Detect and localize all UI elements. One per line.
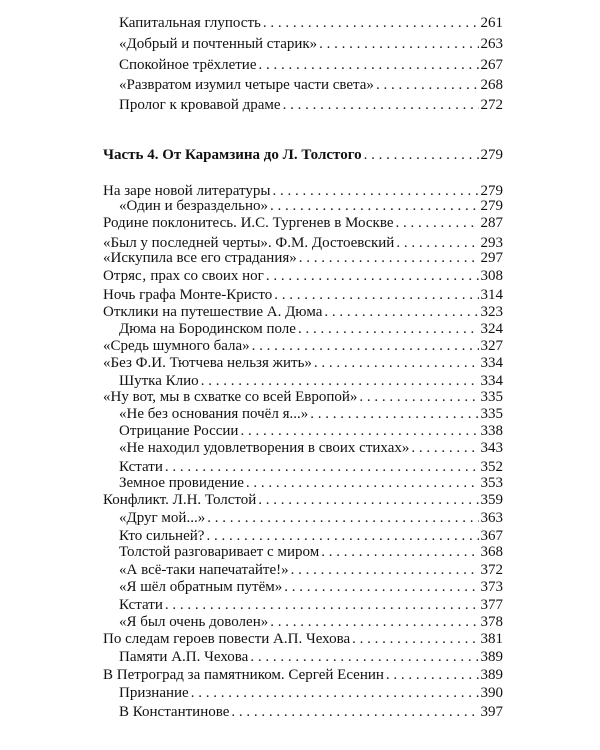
toc-entry-title: В Константинове [119,704,230,720]
toc-entry-page: 324 [480,321,503,337]
toc-entry-page: 263 [480,36,503,52]
toc-entry [119,422,503,440]
toc-entry [119,320,503,338]
toc-entry-page: 343 [480,440,503,456]
toc-entry [103,491,503,509]
part-heading [103,146,503,164]
toc-entry-page: 390 [480,685,503,701]
dot-leader [263,14,479,32]
toc-entry-title: Отклики на путешествие А. Дюма [103,304,323,320]
toc-entry [119,613,503,631]
toc-entry-page: 367 [480,528,503,544]
toc-entry [103,303,503,321]
toc-entry-title: На заре новой литературы [103,183,271,199]
toc-entry-page: 372 [480,562,503,578]
dot-leader [231,703,478,721]
toc-entry-title: Дюма на Бородинском поле [119,321,296,337]
toc-entry-page: 327 [480,338,503,354]
toc-entry-page: 378 [480,614,503,630]
toc-entry-title: «А всё-таки напечатайте!» [119,562,289,578]
toc-entry-title: Признание [119,685,189,701]
toc-entry-page: 389 [480,667,503,683]
toc-entry [119,561,503,579]
dot-leader [386,666,479,684]
toc-entry [119,439,503,457]
dot-leader [321,543,478,561]
toc-entry-title: Пролог к кровавой драме [119,97,281,113]
toc-entry [119,405,503,423]
toc-entry [119,596,503,614]
toc-entry [119,648,503,666]
dot-leader [270,613,478,631]
toc-entry-title: В Петроград за памятником. Сергей Есенин [103,667,384,683]
toc-entry-title: «Искупила все его страдания» [103,250,297,266]
toc-entry-page: 353 [480,475,503,491]
toc-entry [103,249,503,267]
toc-entry-page: 297 [480,250,503,266]
toc-entry-page: 314 [480,287,503,303]
dot-leader [283,96,479,114]
dot-leader [191,684,479,702]
toc-entry-page: 368 [480,544,503,560]
dot-leader [411,439,478,457]
toc-entry-title: «Друг мой...» [119,510,206,526]
dot-leader [246,474,479,492]
toc-entry-title: «Развратом изумил четыре части света» [119,77,374,93]
toc-entry-title: Земное провидение [119,475,244,491]
toc-entry-page: 279 [480,198,503,214]
toc-entry-page: 261 [480,15,503,31]
dot-leader [252,337,479,355]
dot-leader [258,491,478,509]
toc-entry [119,703,503,721]
dot-leader [376,76,479,94]
dot-leader [165,596,479,614]
dot-leader [274,286,478,304]
toc-entry-page: 381 [480,631,503,647]
toc-entry-page: 335 [480,406,503,422]
toc-entry-title: Кстати [119,597,163,613]
part-heading-page: 279 [480,147,503,163]
toc-entry-title: Отряс‚ прах со своих ног [103,268,264,284]
toc-entry [119,14,503,32]
toc-entry-title: Памяти А.П. Чехова [119,649,249,665]
toc-entry-title: «Без Ф.И. Тютчева нельзя жить» [103,355,312,371]
dot-leader [240,422,478,440]
dot-leader [324,303,478,321]
toc-entry-title: Спокойное трёхлетие [119,57,257,73]
toc-entry [119,197,503,215]
dot-leader [298,320,479,338]
toc-entry [119,96,503,114]
part-heading-title: Часть 4. От Карамзина до Л. Толстого [103,147,362,163]
dot-leader [359,388,478,406]
toc-entry-title: «Ну вот, мы в схватке со всей Европой» [103,389,358,405]
toc-entry-title: «Я шёл обратным путём» [119,579,283,595]
toc-entry-title: Конфликт. Л.Н. Толстой [103,492,257,508]
dot-leader [395,214,478,232]
toc-entry-page: 308 [480,268,503,284]
toc-entry-title: «Не без основания почёл я...» [119,406,309,422]
toc-entry [119,474,503,492]
toc-entry [103,337,503,355]
toc-entry [103,354,503,372]
dot-leader [250,648,478,666]
toc-entry-title: «Средь шумного бала» [103,338,250,354]
toc-entry-page: 377 [480,597,503,613]
dot-leader [266,267,479,285]
toc-entry-page: 352 [480,459,503,475]
toc-entry-page: 363 [480,510,503,526]
toc-entry-page: 279 [480,183,503,199]
toc-entry [119,76,503,94]
toc-entry [103,214,503,232]
toc-entry-page: 268 [480,77,503,93]
dot-leader [270,197,478,215]
toc-entry-title: Шутка Клио [119,373,199,389]
toc-entry-title: Родине поклонитесь. И.С. Тургенев в Москве [103,215,394,231]
toc-entry [119,543,503,561]
toc-entry-page: 323 [480,304,503,320]
toc-entry-title: «Не находил удовлетворения в своих стихах» [119,440,410,456]
toc-entry [119,56,503,74]
toc-entry-page: 267 [480,57,503,73]
toc-entry-page: 389 [480,649,503,665]
toc-entry-page: 397 [480,704,503,720]
toc-entry-page: 373 [480,579,503,595]
toc-entry-title: Кто сильней? [119,528,205,544]
toc-entry-page: 287 [480,215,503,231]
dot-leader [207,509,478,527]
toc-entry-page: 338 [480,423,503,439]
toc-entry-page: 334 [480,373,503,389]
toc-entry [103,286,503,304]
dot-leader [352,630,478,648]
toc-entry-page: 334 [480,355,503,371]
toc-entry [119,578,503,596]
toc-entry-title: «Добрый и почтенный старик» [119,36,318,52]
toc-entry-title: Ночь графа Монте-Кристо [103,287,273,303]
toc-entry-title: «Был у последней черты». Ф.М. Достоевский [103,235,395,251]
toc-entry-page: 335 [480,389,503,405]
toc-entry-title: Кстати [119,459,163,475]
toc-entry [103,666,503,684]
dot-leader [314,354,479,372]
toc-entry-page: 359 [480,492,503,508]
dot-leader [310,405,478,423]
dot-leader [299,249,479,267]
toc-entry-title: По следам героев повести А.П. Чехова [103,631,351,647]
dot-leader [319,35,478,53]
toc-entry [103,388,503,406]
dot-leader [291,561,479,579]
toc-entry-title: Отрицание России [119,423,239,439]
dot-leader [364,146,479,164]
toc-entry [103,630,503,648]
toc-entry-title: «Я был очень доволен» [119,614,269,630]
dot-leader [258,56,478,74]
toc-entry-page: 272 [480,97,503,113]
toc-entry [119,684,503,702]
toc-entry-title: Капитальная глупость [119,15,261,31]
toc-entry-title: Толстой разговаривает с миром [119,544,320,560]
toc-entry [119,509,503,527]
dot-leader [284,578,478,596]
toc-entry [103,267,503,285]
toc-entry-title: «Один и безраздельно» [119,198,269,214]
toc-entry [119,35,503,53]
toc-entry-page: 293 [480,235,503,251]
